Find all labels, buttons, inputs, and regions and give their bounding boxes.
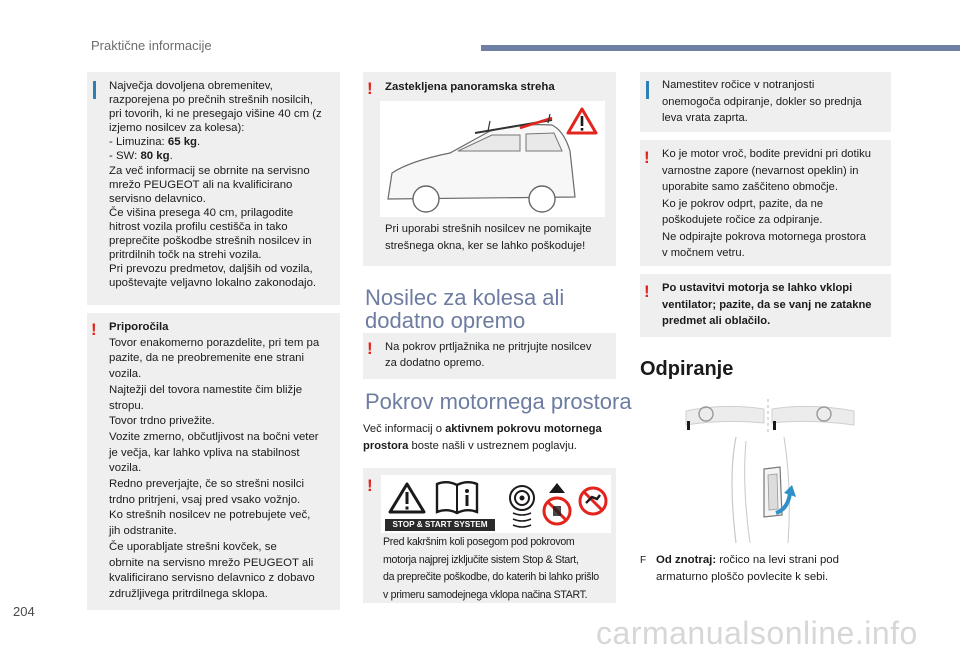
exclamation-icon: ! [91, 320, 97, 339]
running-header: Praktične informacije [91, 38, 212, 53]
exclamation-icon: ! [644, 282, 650, 301]
bonnet-intro: Več informacij o aktivnem pokrovu motornega prostora boste našli v ustreznem poglavju. [363, 423, 602, 452]
manual-book-icon [433, 480, 481, 516]
warning-box-recommendations [87, 313, 340, 610]
warning-text: Priporočila Tovor enakomerno porazdelite, pri tem pa pazite, da ne preobremenite ene strani vozila. Najtežji del tovora namestite čim bližje stropu. Tovor trdno privežite. Vozite zmerno, občutljivost na bočni veter je večja, kar lahko vpliva na stabilnost vozila. Redno preverjajte, če so strešni nosilci trdno pritrjeni, vsaj pred vsako vožnjo. Ko strešnih nosilcev ne potrebujete več, jih odstranite. Če uporabljate strešni kovček, se obrnite na servisno mrežo PEUGEOT ali kvalificirano servisno delavnico z dobavo združljivega pritrdilnega sklopa. [109, 321, 320, 600]
info-bar-icon [93, 81, 96, 99]
roof-illustration-panel [380, 101, 605, 217]
info-bar-icon [646, 81, 649, 99]
bike-warning-text: Na pokrov prtljažnika ne pritrjujte nosilcev za dodatno opremo. [385, 341, 592, 369]
heading-opening: Odpiranje [640, 358, 734, 380]
stop-start-text: Pred kakršnim koli posegom pod pokrovom motorja najprej izključite sistem Stop & Start, da preprečite poškodbe, do katerih bi lahko prišlo v primeru samodejnega vklopa načina START. [383, 536, 599, 601]
fan-warning-text: Po ustavitvi motorja se lahko vklopi ventilator; pazite, da se vanj ne zatakne predmet ali oblačilo. [662, 282, 872, 327]
warning-box-stop-start [363, 468, 616, 603]
warning-box-bike-carrier [363, 333, 616, 379]
warning-box-panoramic-roof [363, 72, 616, 266]
no-hands-icon [541, 481, 573, 529]
roof-box-title: Zastekljena panoramska streha [385, 81, 555, 93]
roof-caption: Pri uporabi strešnih nosilcev ne pomikajte strešnega okna, ker se lahko poškoduje! [385, 223, 592, 252]
step-bullet-icon: F [640, 555, 647, 566]
info-text: Največja dovoljena obremenitev, razporejena po prečnih strešnih nosilcih, pri tovorih, ki ne presegajo višine 40 cm (z izjemo nosilcev za kolesa): - Limuzina: 65 kg. - SW: 80 kg. Za več informacij se obrnite na servisno mrežo PEUGEOT ali na kvalificirano servisno delavnico. Če višina presega 40 cm, prilagodite hitrost vozila profilu cestišča in tako preprečite poškodbe strešnih nosilcev in pritrdilnih točk na strehi vozila. Pri prevozu predmetov, daljših od vozila, upoštevajte veljavno lokalno zakonodajo. [109, 80, 322, 290]
warning-box-hot-engine [640, 140, 891, 266]
warning-triangle-icon [566, 107, 598, 135]
bonnet-lever-illustration [684, 397, 856, 545]
warning-triangle-icon [387, 481, 427, 515]
exclamation-icon: ! [367, 339, 373, 358]
page-number: 204 [13, 604, 35, 619]
section-title-bike-carrier: Nosilec za kolesa ali dodatno opremo [365, 285, 565, 333]
hot-engine-text: Ko je motor vroč, bodite previdni pri dotiku varnostne zapore (nevarnost opeklin) in uporabite samo zaščiteno območje. Ko je pokrov odprt, pazite, da ne poškodujete ročice za odpiranje. Ne odpirajte pokrova motornega prostora v močnem vetru. [662, 148, 871, 259]
warning-box-fan [640, 274, 891, 337]
stop-start-pictograms [381, 475, 611, 533]
exclamation-icon: ! [644, 148, 650, 167]
header-bar [481, 45, 960, 51]
exclamation-icon: ! [367, 476, 373, 495]
stop-start-badge: STOP & START SYSTEM [385, 519, 495, 531]
no-fan-contact-icon [577, 485, 609, 517]
fan-icon [507, 483, 537, 529]
watermark: carmanualsonline.info [596, 615, 918, 651]
info-box-lever [640, 72, 891, 132]
lever-info-text: Namestitev ročice v notranjosti onemogoča odpiranje, dokler so prednja leva vrata zaprta. [662, 79, 862, 124]
exclamation-icon: ! [367, 79, 373, 98]
section-title-bonnet: Pokrov motornega prostora [365, 389, 632, 414]
info-box-roof-load [87, 72, 340, 305]
